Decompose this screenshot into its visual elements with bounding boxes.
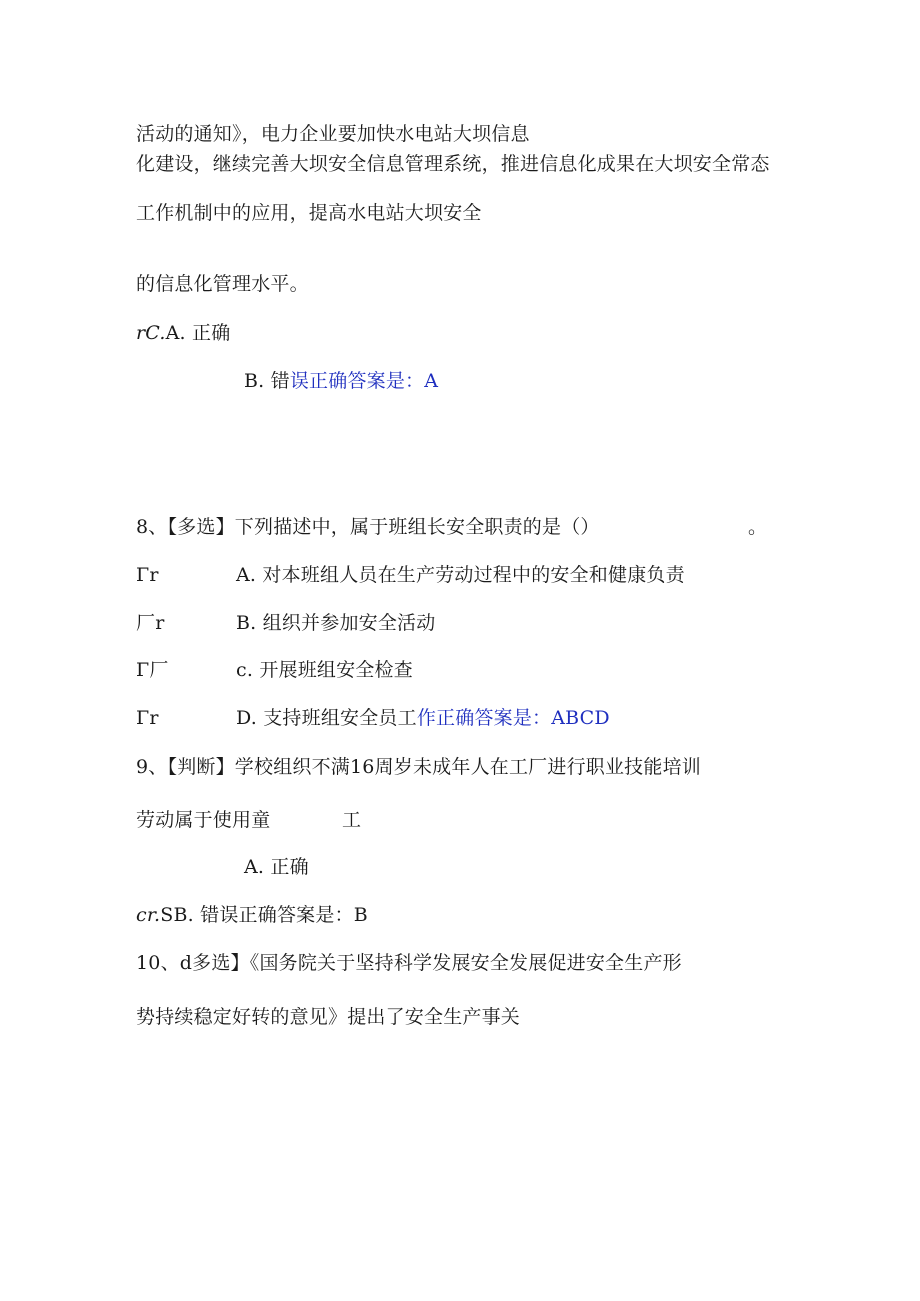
q8-option-d-marker: Γr [136, 707, 159, 729]
q9-option-a: A. 正确 [244, 856, 309, 878]
q8-stem: 8、【多选】下列描述中，属于班组长安全职责的是（） [136, 516, 600, 538]
q8-trailing-mark: 。 [748, 516, 768, 538]
q7-option-b-text: B. 错 [244, 370, 290, 392]
q7-option-a-text: A. 正确 [165, 322, 231, 344]
q7-answer: 误正确答案是：A [289, 370, 439, 392]
q9-stem-line-2-tail: 工 [342, 809, 362, 831]
q8-option-b-marker: 厂r [136, 612, 165, 634]
q10-stem-line-2: 势持续稳定好转的意见》提出了安全生产事关 [136, 1006, 521, 1028]
q8-option-b: B. 组织并参加安全活动 [236, 612, 436, 634]
q8-option-d-text: D. 支持班组安全员工 [236, 707, 417, 729]
q8-answer: 作正确答案是：ABCD [416, 707, 610, 729]
q7-text-line-4: 的信息化管理水平。 [136, 273, 309, 295]
q8-option-a-marker: Γr [136, 564, 159, 586]
q7-option-a-marker: rC. [136, 322, 166, 344]
q7-text-line-2: 化建设，继续完善大坝安全信息管理系统，推进信息化成果在大坝安全常态 [136, 153, 770, 175]
q8-option-c-marker: Γ厂 [136, 659, 169, 681]
q8-option-a: A. 对本班组人员在生产劳动过程中的安全和健康负责 [236, 564, 685, 586]
q9-option-b-text: SB. 错误正确答案是：B [160, 904, 368, 926]
q9-stem-line-2: 劳动属于使用童 [136, 809, 271, 831]
q8-option-d [236, 706, 610, 730]
q10-stem-line-1: 10、d多选】《国务院关于坚持科学发展安全发展促进安全生产形 [136, 952, 682, 974]
q9-option-b [136, 903, 368, 927]
q7-option-b [244, 369, 438, 393]
q7-text-line-1: 活动的通知》，电力企业要加快水电站大坝信息 [136, 123, 530, 145]
q8-option-c: c. 开展班组安全检查 [236, 659, 413, 681]
q9-stem-line-1: 9、【判断】学校组织不满16周岁未成年人在工厂进行职业技能培训 [136, 756, 701, 778]
q9-option-b-marker: cr. [136, 904, 161, 926]
q7-text-line-3: 工作机制中的应用，提高水电站大坝安全 [136, 202, 482, 224]
q7-option-a [136, 321, 230, 345]
